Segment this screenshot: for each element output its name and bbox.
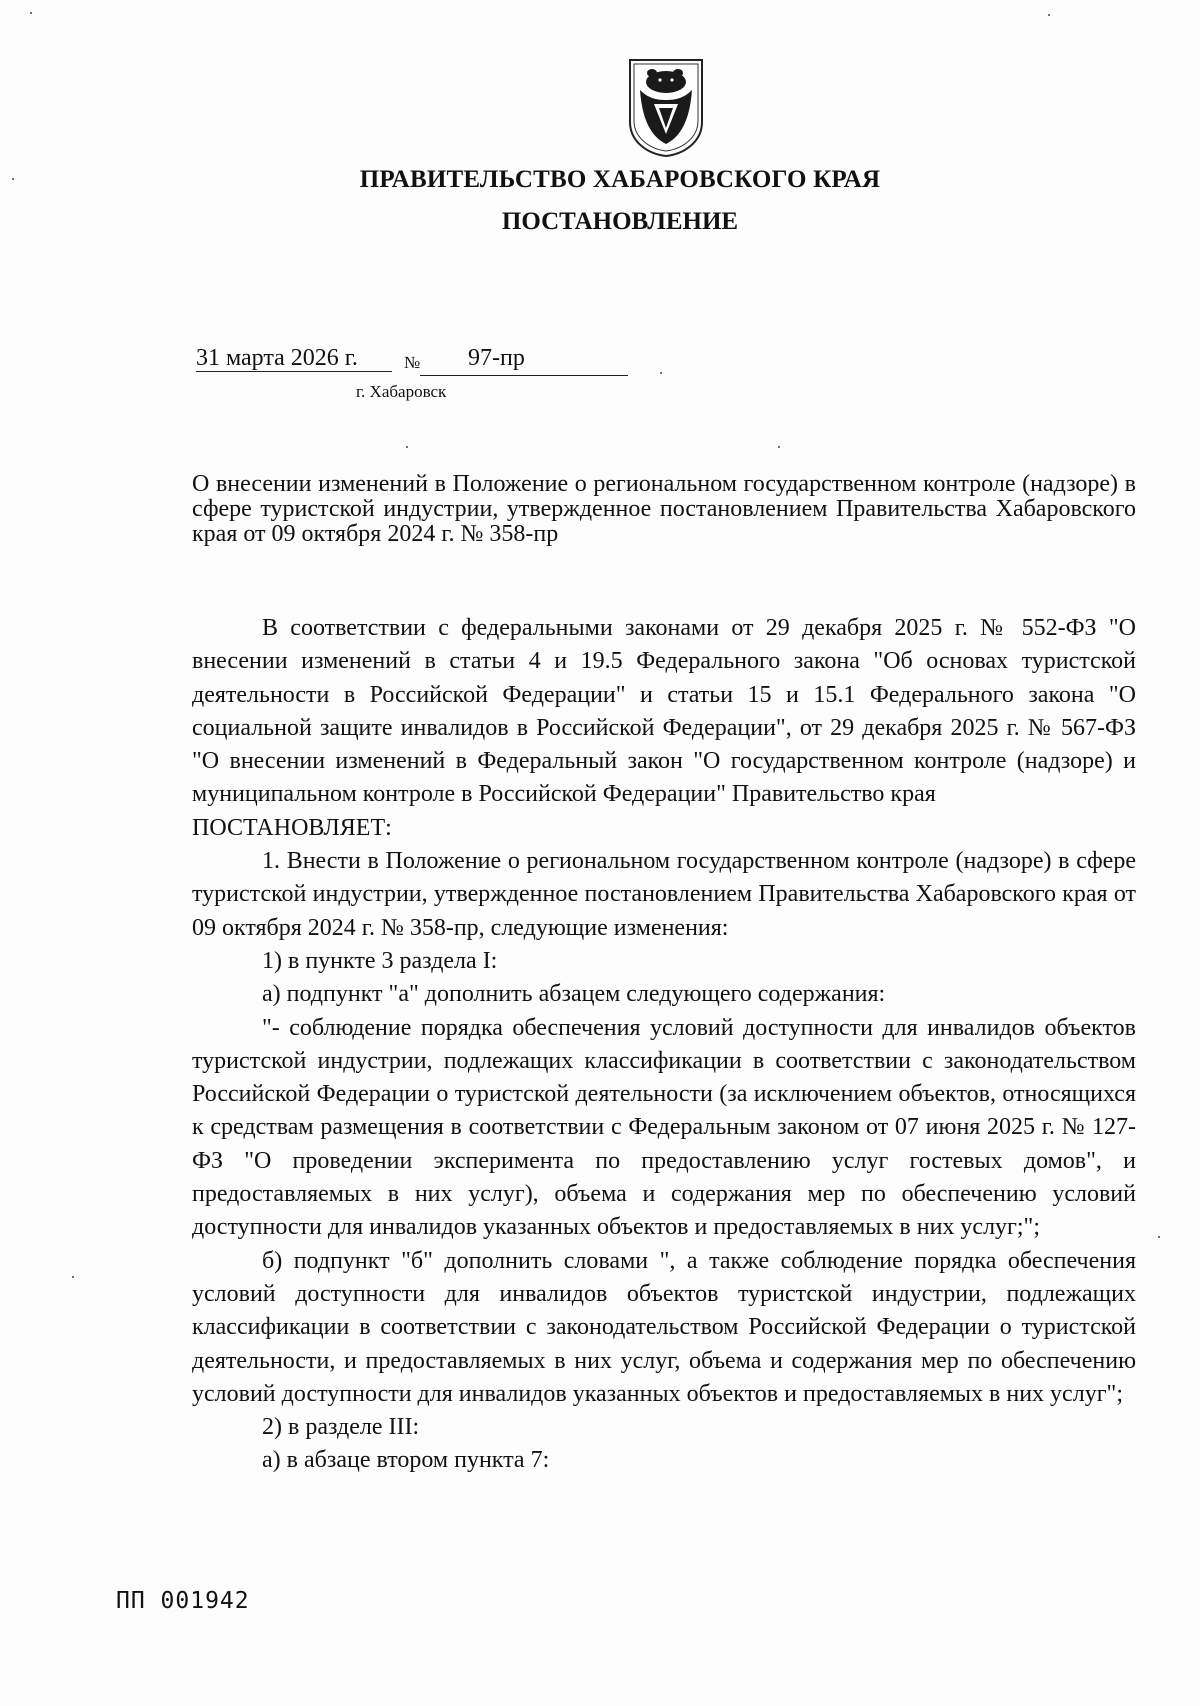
scan-speck	[778, 446, 780, 448]
item-1-1-paragraph: 1) в пункте 3 раздела I:	[262, 947, 498, 974]
document-date: 31 марта 2026 г.	[196, 345, 358, 371]
coat-of-arms-icon	[626, 56, 706, 158]
scan-speck	[1048, 14, 1050, 16]
scan-speck	[30, 12, 32, 14]
item-1-1-a-text-paragraph: "- соблюдение порядка обеспечения условий доступности для инвалидов объектов туристской индустрии, подлежащих классификации в соответствии с законодательством Российской Федерации о туристской деятельности (за исключением объектов, относящихся к средствам размещения в соответствии с Федеральным законом от 07 июня 2025 г. № 127-ФЗ "О проведении эксперимента по предоставлению услуг гостевых домов", и предоставляемых в них услуг), объема и содержания мер по обеспечению условий доступности для инвалидов указанных объектов и предоставляемых в них услуг;";	[192, 1014, 1136, 1241]
organization-title: ПРАВИТЕЛЬСТВО ХАБАРОВСКОГО КРАЯ	[359, 166, 881, 193]
form-serial-code: ПП 001942	[116, 1588, 250, 1614]
document-number: 97-пр	[468, 345, 525, 371]
item-1-2-a-paragraph: а) в абзаце втором пункта 7:	[262, 1447, 550, 1474]
item-1-2-paragraph: 2) в разделе III:	[262, 1414, 420, 1441]
number-underline	[420, 375, 628, 376]
scan-speck	[72, 1276, 74, 1278]
scan-speck	[1158, 1236, 1160, 1238]
preamble-paragraph: В соответствии с федеральными законами от 29 декабря 2025 г. № 552-ФЗ "О внесении изменений в статьи 4 и 19.5 Федерального закона "Об основах туристской деятельности в Российской Федерации" и статьи 15 и 15.1 Федерального закона "О социальной защите инвалидов в Российской Федерации", от 29 декабря 2025 г. № 567-ФЗ "О внесении изменений в Федеральный закон "О государственном контроле (надзоре) и муниципальном контроле в Российской Федерации" Правительство края	[192, 615, 1136, 808]
item-1-1-a-paragraph: а) подпункт "а" дополнить абзацем следующего содержания:	[262, 981, 886, 1008]
date-underline	[196, 371, 392, 372]
scan-speck	[12, 178, 14, 180]
item-1-1-b-paragraph: б) подпункт "б" дополнить словами ", а также соблюдение порядка обеспечения условий доступности для инвалидов объектов туристской индустрии, подлежащих классификации в соответствии с законодательством Российской Федерации о туристской деятельности, и предоставляемых в них услуг, объема и содержания мер по обеспечению условий доступности для инвалидов указанных объектов и предоставляемых в них услуг";	[192, 1247, 1136, 1407]
item-1-paragraph: 1. Внести в Положение о региональном государственном контроле (надзоре) в сфере туристской индустрии, утвержденное постановлением Правительства Хабаровского края от 09 октября 2024 г. № 358-пр, следующие изменения:	[192, 848, 1136, 941]
document-kind: ПОСТАНОВЛЕНИЕ	[501, 208, 739, 235]
document-body	[192, 612, 1136, 1478]
number-sign: №	[404, 353, 421, 372]
scan-speck	[406, 446, 408, 448]
decree-word: ПОСТАНОВЛЯЕТ:	[192, 814, 392, 841]
scan-speck	[660, 372, 662, 374]
document-title: О внесении изменений в Положение о региональном государственном контроле (надзоре) в сфере туристской индустрии, утвержденное постановлением Правительства Хабаровского края от 09 октября 2024 г. № 358-пр	[192, 471, 1136, 547]
document-city: г. Хабаровск	[356, 382, 447, 401]
